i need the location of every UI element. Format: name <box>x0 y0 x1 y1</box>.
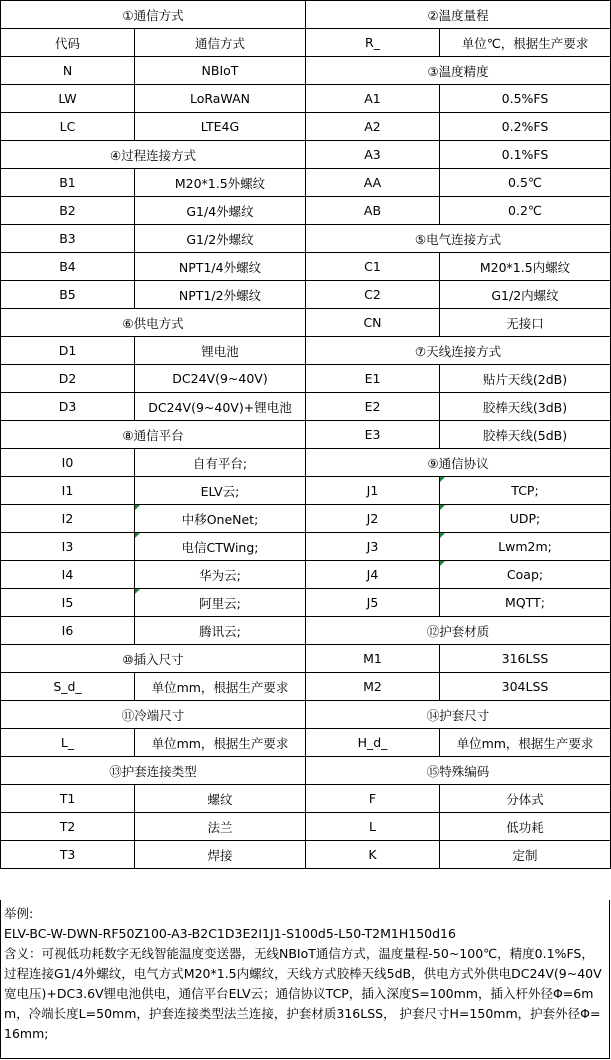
table-row <box>1 813 611 841</box>
example-meaning-text: 含义：可视低功耗数字无线智能温度变送器，无线NBIoT通信方式，温度量程-50~100℃，精度0.1%FS，过程连接G1/4外螺纹，电气方式M20*1.5内螺纹，天线方式胶棒天线5dB，供电方式外供电DC24V(9~40V宽电压)+DC3.6V锂电池供电，通信平台ELV云；通信协议TCP，插入深度S=100mm，插入杆外径Φ=6mm，冷端长度L=50mm，护套连接类型法兰连接，护套材质316LSS， 护套尺寸H=150mm，护套外径Φ=16mm; <box>4 946 602 1041</box>
code-cell: I5 <box>1 589 135 617</box>
description-cell: 304LSS <box>440 673 611 701</box>
section-header: ⑨通信协议 <box>306 449 611 477</box>
code-cell: D3 <box>1 393 135 421</box>
code-cell: I3 <box>1 533 135 561</box>
table-row <box>1 393 611 421</box>
section-header: ⑮特殊编码 <box>306 757 611 785</box>
section-header: ②温度量程 <box>306 1 611 29</box>
code-cell: LC <box>1 113 135 141</box>
code-cell: I6 <box>1 617 135 645</box>
table-row <box>1 477 611 505</box>
code-cell: I1 <box>1 477 135 505</box>
description-cell: 0.1%FS <box>440 141 611 169</box>
table-row <box>1 337 611 365</box>
description-cell: 316LSS <box>440 645 611 673</box>
code-cell: L <box>306 813 440 841</box>
example-model-code: ELV-BC-W-DWN-RF50Z100-A3-B2C1D3E2I1J1-S100d5-L50-T2M1H150d16 <box>4 926 456 941</box>
code-cell: LW <box>1 85 135 113</box>
code-cell: E3 <box>306 421 440 449</box>
code-cell: D1 <box>1 337 135 365</box>
table-row <box>1 757 611 785</box>
description-cell: DC24V(9~40V) <box>135 365 306 393</box>
code-cell: E2 <box>306 393 440 421</box>
code-cell: AB <box>306 197 440 225</box>
description-cell: G1/4外螺纹 <box>135 197 306 225</box>
code-cell: R_ <box>306 29 440 57</box>
table-row <box>1 309 611 337</box>
table-row <box>1 589 611 617</box>
description-cell: 0.2%FS <box>440 113 611 141</box>
description-cell: G1/2内螺纹 <box>440 281 611 309</box>
section-header: ③温度精度 <box>306 57 611 85</box>
code-cell: S_d_ <box>1 673 135 701</box>
description-cell: 中移OneNet; <box>135 505 306 533</box>
code-cell: N <box>1 57 135 85</box>
description-cell: ELV云; <box>135 477 306 505</box>
code-cell: F <box>306 785 440 813</box>
code-cell: C1 <box>306 253 440 281</box>
description-cell: 华为云; <box>135 561 306 589</box>
description-cell: 锂电池 <box>135 337 306 365</box>
description-cell: G1/2外螺纹 <box>135 225 306 253</box>
description-cell: 贴片天线(2dB) <box>440 365 611 393</box>
code-cell: J5 <box>306 589 440 617</box>
description-cell: 定制 <box>440 841 611 869</box>
code-cell: B4 <box>1 253 135 281</box>
description-cell: NBIoT <box>135 57 306 85</box>
table-row <box>1 785 611 813</box>
code-cell: H_d_ <box>306 729 440 757</box>
table-row <box>1 253 611 281</box>
code-cell: T2 <box>1 813 135 841</box>
code-cell: A3 <box>306 141 440 169</box>
description-cell: 自有平台; <box>135 449 306 477</box>
description-cell: 焊接 <box>135 841 306 869</box>
code-cell: M1 <box>306 645 440 673</box>
table-row <box>1 841 611 869</box>
table-row <box>1 197 611 225</box>
code-cell: E1 <box>306 365 440 393</box>
description-cell: 单位℃，根据生产要求 <box>440 29 611 57</box>
code-cell: J3 <box>306 533 440 561</box>
table-row <box>1 421 611 449</box>
description-cell: 胶棒天线(3dB) <box>440 393 611 421</box>
table-row <box>1 57 611 85</box>
table-row <box>1 533 611 561</box>
code-cell: I2 <box>1 505 135 533</box>
description-cell: 0.5℃ <box>440 169 611 197</box>
code-cell: K <box>306 841 440 869</box>
code-cell: B3 <box>1 225 135 253</box>
code-cell: C2 <box>306 281 440 309</box>
description-cell: 单位mm，根据生产要求 <box>135 673 306 701</box>
description-cell: MQTT; <box>440 589 611 617</box>
description-cell: 法兰 <box>135 813 306 841</box>
description-cell: LoRaWAN <box>135 85 306 113</box>
description-cell: UDP; <box>440 505 611 533</box>
table-row <box>1 505 611 533</box>
table-row <box>1 141 611 169</box>
code-cell: B1 <box>1 169 135 197</box>
section-header: ⑥供电方式 <box>1 309 306 337</box>
code-cell: J1 <box>306 477 440 505</box>
table-row <box>1 365 611 393</box>
description-cell: 腾讯云; <box>135 617 306 645</box>
code-cell: A1 <box>306 85 440 113</box>
description-cell: 单位mm，根据生产要求 <box>135 729 306 757</box>
description-cell: 无接口 <box>440 309 611 337</box>
section-header: ⑧通信平台 <box>1 421 306 449</box>
table-row <box>1 281 611 309</box>
table-row <box>1 561 611 589</box>
code-cell: M2 <box>306 673 440 701</box>
code-cell: L_ <box>1 729 135 757</box>
code-cell: I4 <box>1 561 135 589</box>
table-row <box>1 113 611 141</box>
description-cell: 0.5%FS <box>440 85 611 113</box>
description-cell: 分体式 <box>440 785 611 813</box>
description-cell: DC24V(9~40V)+锂电池 <box>135 393 306 421</box>
section-header: ⑭护套尺寸 <box>306 701 611 729</box>
section-header: ⑦天线连接方式 <box>306 337 611 365</box>
example-section <box>0 900 610 1059</box>
code-cell: B2 <box>1 197 135 225</box>
section-header: ⑤电气连接方式 <box>306 225 611 253</box>
code-cell: J4 <box>306 561 440 589</box>
code-cell: T1 <box>1 785 135 813</box>
code-cell: CN <box>306 309 440 337</box>
section-header: ⑩插入尺寸 <box>1 645 306 673</box>
description-cell: 低功耗 <box>440 813 611 841</box>
table-row <box>1 169 611 197</box>
description-cell: 电信CTWing; <box>135 533 306 561</box>
code-cell: D2 <box>1 365 135 393</box>
table-row <box>1 29 611 57</box>
description-cell: 胶棒天线(5dB) <box>440 421 611 449</box>
description-cell: NPT1/4外螺纹 <box>135 253 306 281</box>
table-row <box>1 645 611 673</box>
section-header: ⑪冷端尺寸 <box>1 701 306 729</box>
section-header: ⑬护套连接类型 <box>1 757 306 785</box>
code-cell: I0 <box>1 449 135 477</box>
table-row <box>1 729 611 757</box>
section-header: ①通信方式 <box>1 1 306 29</box>
description-cell: 0.2℃ <box>440 197 611 225</box>
table-row <box>1 617 611 645</box>
section-header: ⑫护套材质 <box>306 617 611 645</box>
code-cell: AA <box>306 169 440 197</box>
code-cell: A2 <box>306 113 440 141</box>
description-cell: M20*1.5外螺纹 <box>135 169 306 197</box>
description-cell: 螺纹 <box>135 785 306 813</box>
description-cell: Coap; <box>440 561 611 589</box>
table-row <box>1 225 611 253</box>
table-row <box>1 1 611 29</box>
code-cell: 代码 <box>1 29 135 57</box>
table-row <box>1 449 611 477</box>
description-cell: NPT1/2外螺纹 <box>135 281 306 309</box>
code-cell: B5 <box>1 281 135 309</box>
code-cell: J2 <box>306 505 440 533</box>
description-cell: 阿里云; <box>135 589 306 617</box>
table-row <box>1 85 611 113</box>
spec-table-body <box>1 1 611 869</box>
description-cell: M20*1.5内螺纹 <box>440 253 611 281</box>
table-row <box>1 701 611 729</box>
table-row <box>1 673 611 701</box>
example-label: 举例: <box>4 906 34 921</box>
description-cell: 单位mm，根据生产要求 <box>440 729 611 757</box>
code-cell: T3 <box>1 841 135 869</box>
description-cell: 通信方式 <box>135 29 306 57</box>
description-cell: Lwm2m; <box>440 533 611 561</box>
description-cell: TCP; <box>440 477 611 505</box>
description-cell: LTE4G <box>135 113 306 141</box>
section-header: ④过程连接方式 <box>1 141 306 169</box>
